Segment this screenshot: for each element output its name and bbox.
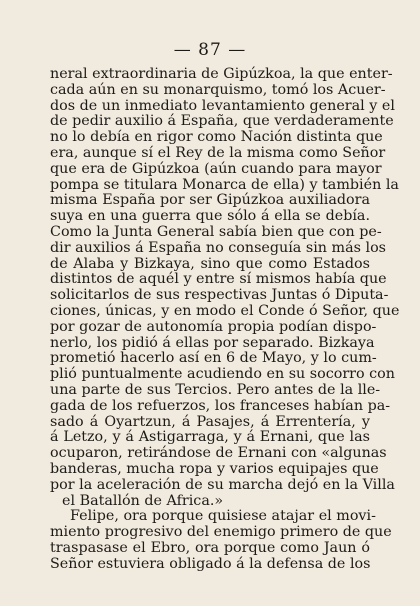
text-line: dir auxilios á España no conseguía sin más los (50, 239, 387, 256)
text-line: que era de Gipúzkoa (aún cuando para mayor (50, 160, 382, 177)
text-line: de Alaba y Bizkaya, sino que como Estados (50, 255, 370, 272)
text-line: por gozar de autonomía propia podían dispo- (50, 318, 377, 335)
text-line: dos de un inmediato levantamiento general y el (50, 97, 395, 114)
text-line: ciones, únicas, y en modo el Conde ó Señor, que (50, 302, 400, 319)
text-line: á Letzo, y á Astigarraga, y á Ernani, que las (50, 429, 370, 446)
text-line: gada de los refuerzos, los franceses habían pa- (50, 397, 391, 414)
text-line: suya en una guerra que sólo á ella se debía. (50, 208, 370, 225)
text-line: traspasase el Ebro, ora porque como Jaun ó (50, 539, 370, 556)
text-line: misma España por ser Gipúzkoa auxiliadora (50, 192, 370, 209)
text-line: miento progresivo del enemigo primero de que (50, 524, 392, 541)
paragraph-start-line: Felipe, ora porque quisiese atajar el movi- (70, 508, 376, 525)
text-line: no lo debía en rigor como Nación distinta que (50, 129, 383, 146)
text-line: era, aunque sí el Rey de la misma como Señor (50, 144, 386, 161)
text-line: sado á Oyartzun, á Pasajes, á Errentería, y (50, 413, 370, 430)
text-line: Como la Junta General sabía bien que con pe- (50, 223, 382, 240)
text-line: banderas, mucha ropa y varios equipajes que (50, 460, 379, 477)
text-line: cada aún en su monarquismo, tomó los Acuer- (50, 81, 386, 98)
text-line: de pedir auxilio á España, que verdaderamente (50, 113, 394, 130)
text-line: neral extraordinaria de Gipúzkoa, la que enter- (50, 66, 393, 82)
text-line: Señor estuviera obligado á la defensa de los (50, 555, 371, 572)
text-line: prometió hacerlo así en 6 de Mayo, y lo cum- (50, 350, 377, 367)
page-number: — 87 — (173, 40, 247, 60)
body-text (50, 66, 400, 573)
text-line: ocuparon, retirándose de Ernani con «algunas (50, 445, 387, 462)
text-line: pompa se titulara Monarca de ella) y también la (50, 176, 399, 193)
text-line: nerlo, los pidió á ellas por separado. Bizkaya (50, 334, 375, 351)
text-line: una parte de sus Tercios. Pero antes de la lle- (50, 381, 381, 398)
text-line: por la aceleración de su marcha dejó en la Villa (50, 476, 395, 493)
paragraph-end-line: el Batallón de Africa.» (62, 492, 224, 509)
text-line: solicitarlos de sus respectivas Juntas ó Diputa- (50, 287, 389, 304)
text-line: plió puntualmente acudiendo en su socorro con (50, 366, 395, 383)
text-line: distintos de aquél y entre sí mismos había que (50, 271, 387, 288)
